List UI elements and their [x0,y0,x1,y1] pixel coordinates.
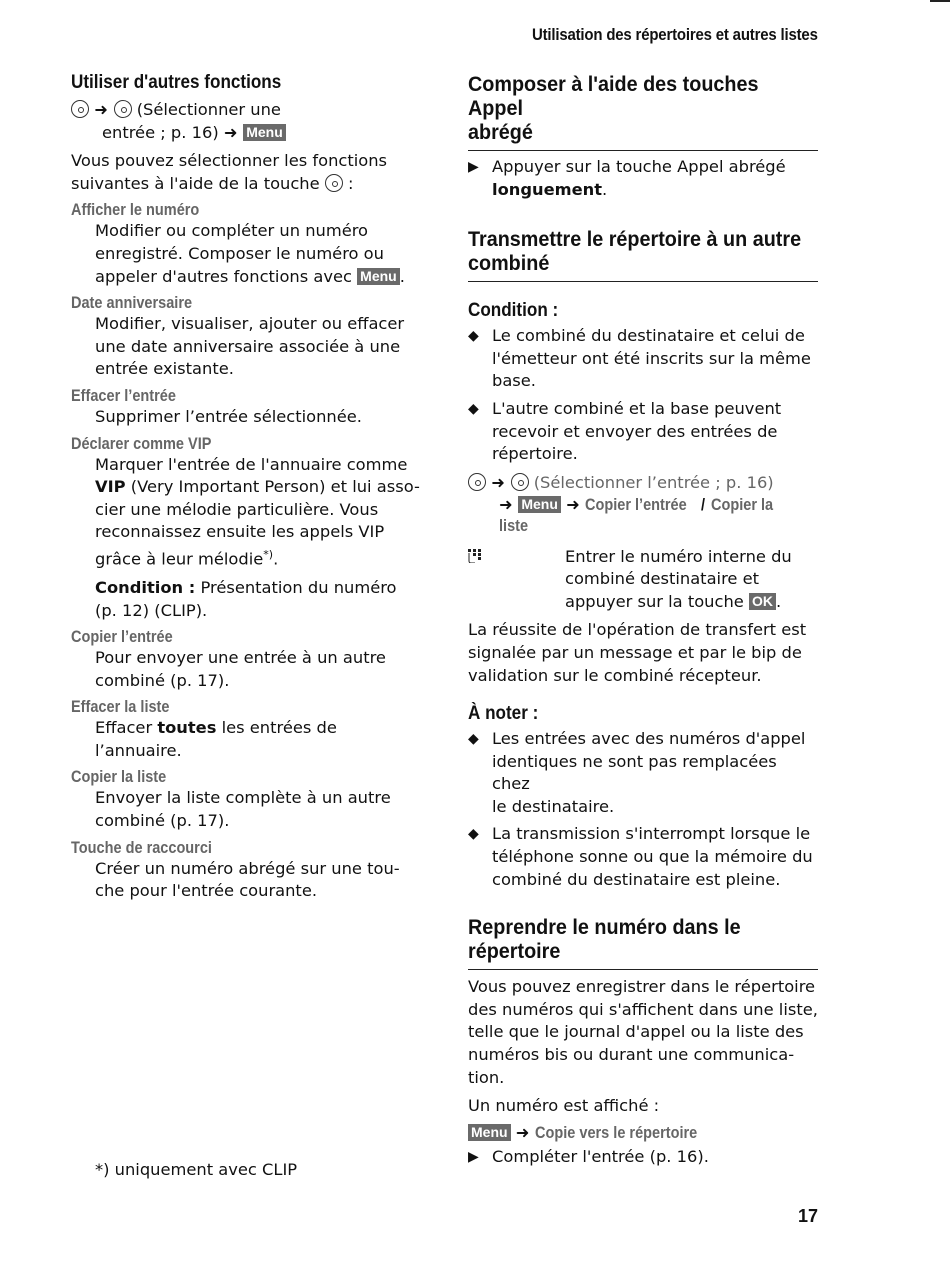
take-number-body: Vous pouvez enregistrer dans le répertoire des numéros qui s'affichent dans une liste, telle que le journal d'appel ou la liste des numéros bis ou durant une communica- tion. [468,977,818,1087]
section-title-take-number: Reprendre le numéro dans le répertoire [468,915,741,964]
bullet-item: ◆ La transmission s'interrompt lorsque le téléphone sonne ou que la mémoire du combiné du destinataire est pleine. [468,823,818,891]
function-term: Effacer l’entrée [71,386,176,405]
nav-instruction-line2: entrée ; p. 16) ➜ Menu [71,122,426,145]
menu-path-line2: liste [499,516,529,535]
function-term: Copier l’entrée [71,628,173,647]
triangle-bullet-icon: ▶ [468,159,479,175]
function-term: Touche de raccourci [71,838,212,857]
diamond-bullet-icon: ◆ [468,826,479,843]
function-term: Déclarer comme VIP [71,434,212,453]
intro-line: suivantes à l'aide de la touche : [71,173,354,193]
footnote: *) uniquement avec CLIP [95,1160,298,1179]
function-term: Copier la liste [71,768,167,787]
arrow-right-icon: ➜ [499,495,519,515]
running-header: Utilisation des répertoires et autres listes [532,25,818,44]
arrow-right-icon: ➜ [94,100,114,119]
function-item: Copier la liste Envoyer la liste complète à un autre combiné (p. 17). [71,768,391,831]
arrow-right-icon: ➜ [515,1122,536,1142]
function-item: Copier l’entrée Pour envoyer une entrée à un autre combiné (p. 17). [71,628,386,690]
intro-line: Vous pouvez sélectionner les fonctions [71,151,388,171]
function-item: Afficher le numéro Modifier ou compléter un numéro enregistré. Composer le numéro ou appeler d'autres fonctions avec Menu . [71,201,405,286]
function-term: Effacer la liste [71,698,170,717]
keypad-step: Entrer le numéro interne du combiné destinataire et appuyer sur la touche OK . [468,546,818,614]
menu-key: Menu [468,1124,511,1141]
function-term: Date anniversaire [71,294,193,313]
arrow-right-icon: ➜ [566,495,586,515]
triangle-bullet-icon: ▶ [468,1149,479,1166]
ok-key: OK [749,593,776,610]
navigation-key-icon [114,100,132,118]
section-rule [468,281,818,282]
navigation-key-icon [468,473,486,491]
section-title-other-functions: Utiliser d'autres fonctions [71,72,282,93]
arrow-right-icon: ➜ [491,472,511,492]
function-item: Touche de raccourci Créer un numéro abrégé sur une tou- che pour l'entrée courante. [71,838,400,901]
menu-key: Menu [518,496,561,513]
nav-instruction: ➜ (Sélectionner une [71,99,426,122]
menu-key: Menu [243,124,286,141]
bullet-item: ◆ L'autre combiné et la base peuvent recevoir et envoyer des entrées de répertoire. [468,398,818,466]
left-column [71,72,426,903]
corner-rule [930,0,950,2]
menu-path: ➜ Menu ➜ Copier l’entrée / Copier la [499,495,773,515]
diamond-bullet-icon: ◆ [468,731,479,748]
right-column [468,72,818,1169]
bullet-item: ◆ Les entrées avec des numéros d'appel identiques ne sont pas remplacées chez le destinataire. [468,728,818,818]
page-number: 17 [797,1206,818,1226]
navigation-key-icon [511,473,529,491]
function-item: Date anniversaire Modifier, visualiser, ajouter ou effacer une date anniversaire associée à une entrée existante. [71,294,405,379]
number-displayed: Un numéro est affiché : [468,1096,660,1116]
bullet-item: ◆ Le combiné du destinataire et celui de l'émetteur ont été inscrits sur la même base. [468,325,818,393]
condition-heading: Condition : [468,300,559,322]
function-item: Effacer l’entrée Supprimer l’entrée sélectionnée. [71,387,426,429]
diamond-bullet-icon: ◆ [468,400,479,417]
nav-instruction: ➜ (Sélectionner l’entrée ; p. 16) [468,472,818,495]
arrow-right-icon: ➜ [223,122,244,142]
section-title-transfer: Transmettre le répertoire à un autre combiné [468,227,802,276]
function-item: Effacer la liste Effacer toutes les entrées de l’annuaire. [71,698,426,762]
diamond-bullet-icon: ◆ [468,328,479,345]
bullet-item: ▶ Appuyer sur la touche Appel abrégé longuement. [468,156,818,201]
menu-path: Menu ➜ Copie vers le répertoire [468,1122,818,1145]
section-title-speed-dial: Composer à l'aide des touches Appel abrégé [468,72,759,144]
transfer-result: La réussite de l'opération de transfert est signalée par un message et par le bip de validation sur le combiné récepteur. [468,620,807,685]
note-heading: À noter : [468,703,539,725]
bullet-item: ▶ Compléter l'entrée (p. 16). [468,1146,818,1169]
menu-key: Menu [357,268,400,285]
section-rule [468,969,818,970]
keypad-icon [468,546,565,614]
section-rule [468,150,818,151]
function-term: Afficher le numéro [71,201,200,220]
navigation-key-icon [71,100,89,118]
function-item: Déclarer comme VIP Marquer l'entrée de l'annuaire comme VIP (Very Important Person) et lui asso- cier une mélodie particulière. Vous reconnaissez ensuite les appels VIP grâce à leur mélodie*). Condition : Présentation du numéro (p. 12) (CLIP). [71,434,420,620]
navigation-key-icon [325,174,343,192]
